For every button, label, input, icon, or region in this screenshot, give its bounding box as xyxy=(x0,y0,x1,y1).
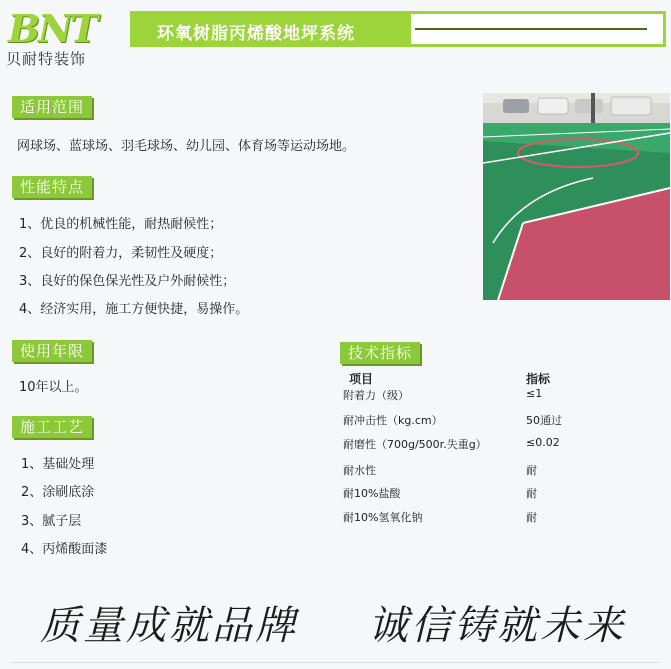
feature-item: 2、良好的附着力，柔韧性及硬度； xyxy=(19,246,223,261)
process-item: 1、基础处理 xyxy=(21,457,95,472)
process-item: 3、腻子层 xyxy=(21,514,82,529)
lifespan-text: 10年以上。 xyxy=(19,380,88,395)
court-photo xyxy=(483,93,670,300)
logo-letter-b: B xyxy=(8,6,41,51)
section-heading-process: 施工工艺 xyxy=(12,416,92,438)
scope-text: 网球场、蓝球场、羽毛球场、幼儿园、体育场等运动场地。 xyxy=(17,139,356,154)
tech-item: 耐磨性（700g/500r.失重g） xyxy=(343,438,487,451)
table-row xyxy=(343,412,593,428)
tech-value: ≤0.02 xyxy=(526,436,560,449)
feature-item: 3、良好的保色保光性及户外耐候性； xyxy=(19,274,236,289)
slogan-left: 质量成就品牌 xyxy=(40,603,298,649)
section-heading-tech: 技术指标 xyxy=(340,342,420,364)
slogan-right: 诚信铸就未来 xyxy=(368,603,626,649)
section-heading-features: 性能特点 xyxy=(12,176,92,198)
feature-item: 1、优良的机械性能，耐热耐候性； xyxy=(19,217,223,232)
tech-value: 耐 xyxy=(526,487,537,500)
page-title: 环氧树脂丙烯酸地坪系统 xyxy=(157,24,355,44)
title-bar xyxy=(130,11,666,47)
logo-letter-n: N xyxy=(38,6,73,51)
logo xyxy=(8,6,100,51)
table-row xyxy=(343,462,593,478)
court-photo-illustration xyxy=(483,93,670,300)
table-row xyxy=(343,485,593,501)
tech-col-value-header: 指标 xyxy=(526,372,551,386)
section-heading-scope: 适用范围 xyxy=(12,96,92,118)
feature-item: 4、经济实用，施工方便快捷，易操作。 xyxy=(19,302,249,317)
tech-item: 耐10%盐酸 xyxy=(343,487,401,500)
process-item: 2、涂刷底涂 xyxy=(21,485,95,500)
tech-value: 耐 xyxy=(526,464,537,477)
tech-value: 50通过 xyxy=(526,414,562,427)
logo-subtitle: 贝耐特装饰 xyxy=(6,50,87,68)
tech-item: 耐10%氢氧化钠 xyxy=(343,511,423,524)
tech-value: ≤1 xyxy=(526,387,543,400)
table-row xyxy=(343,509,593,525)
section-heading-lifespan: 使用年限 xyxy=(12,340,92,362)
tech-item: 附着力（级） xyxy=(343,389,409,402)
table-row xyxy=(343,387,593,403)
title-rule xyxy=(415,28,647,30)
tech-table-header xyxy=(343,370,593,386)
title-fill xyxy=(133,14,411,44)
table-row xyxy=(343,436,593,452)
tech-item: 耐水性 xyxy=(343,464,376,477)
footer-divider xyxy=(10,662,661,663)
tech-value: 耐 xyxy=(526,511,537,524)
process-item: 4、丙烯酸面漆 xyxy=(21,542,108,557)
tech-col-item-header: 项目 xyxy=(349,372,374,386)
tech-item: 耐冲击性（kg.cm） xyxy=(343,414,443,427)
logo-letter-t: T xyxy=(70,6,99,51)
